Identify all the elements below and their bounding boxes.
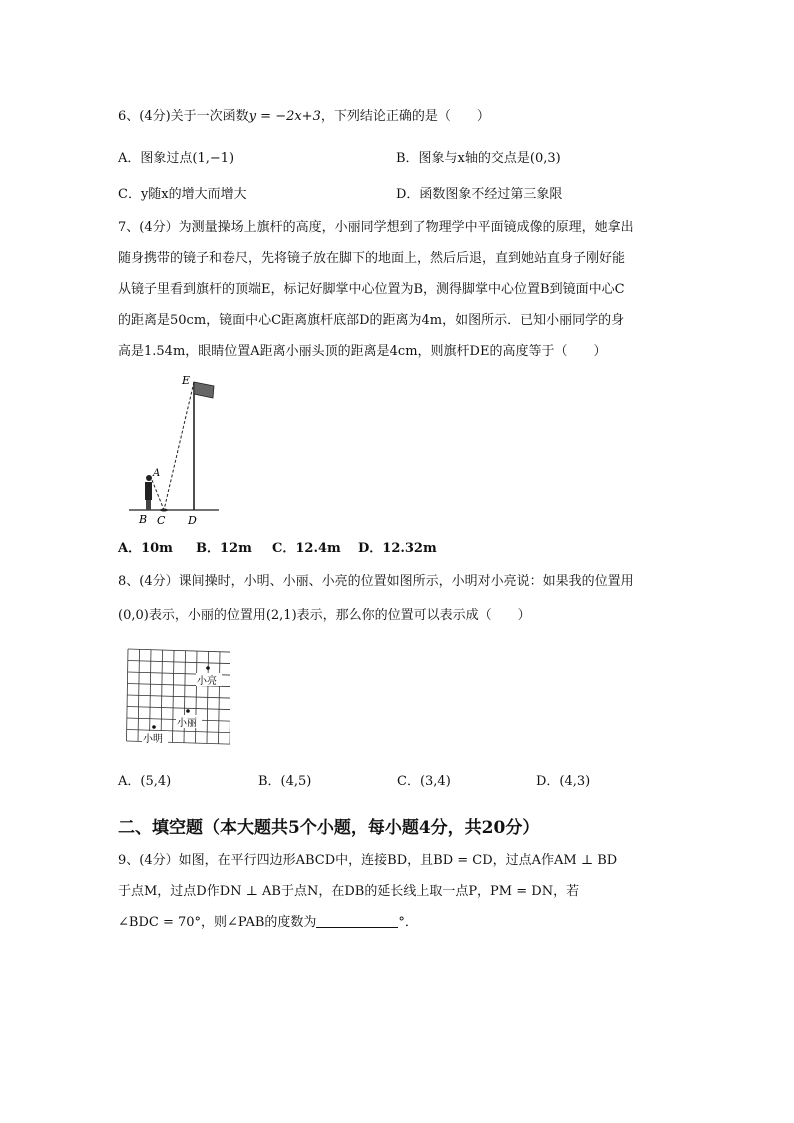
label-xiaoming: 小明 — [143, 734, 163, 745]
q9-answer-blank[interactable] — [316, 914, 398, 928]
q7-option-c[interactable]: C．12.4m — [272, 541, 341, 556]
q6-option-a[interactable]: A．图象过点(1,−1) — [118, 151, 235, 166]
q9-line-3-pre: ∠BDC = 70°，则∠PAB的度数为 — [118, 915, 317, 930]
girl-head — [146, 475, 152, 481]
grid-horizontal-line — [128, 649, 230, 652]
q7-line-2: 随身携带的镜子和卷尺，先将镜子放在脚下的地面上，然后后退，直到她站直身子刚好能 — [118, 251, 626, 266]
grid-lines — [127, 649, 231, 744]
sight-line-ec — [164, 382, 194, 510]
label-b: B — [139, 513, 148, 526]
section-2-heading: 二、填空题（本大题共5个小题，每小题4分，共20分） — [118, 818, 540, 838]
flag — [194, 382, 214, 398]
q6-stem — [118, 108, 490, 126]
q6-stem-post: ，下列结论正确的是（ ） — [320, 109, 490, 124]
q8-option-c[interactable]: C．(3,4) — [397, 774, 451, 789]
label-e: E — [182, 374, 191, 387]
q7-line-1: 7、(4分）为测量操场上旗杆的高度，小丽同学想到了物理学中平面镜成像的原理，她拿出 — [118, 220, 634, 235]
girl-body — [145, 482, 152, 500]
grid-horizontal-line — [128, 661, 230, 664]
xiaoli-point — [186, 709, 190, 713]
q8-line-1: 8、(4分）课间操时，小明、小丽、小亮的位置如图所示，小明对小亮说：如果我的位置用 — [118, 574, 634, 589]
girl-legs — [146, 500, 151, 510]
q8-option-a[interactable]: A．(5,4) — [118, 774, 172, 789]
q6-stem-pre: 6、(4分)关于一次函数 — [118, 109, 249, 124]
mirror — [160, 509, 168, 512]
label-a: A — [153, 468, 161, 479]
label-xiaoliang: 小亮 — [197, 676, 217, 687]
q8-line-2: (0,0)表示，小丽的位置用(2,1)表示，那么你的位置可以表示成（ ） — [118, 608, 531, 623]
q9-line-3 — [118, 914, 418, 932]
q6-formula: y = −2x+3 — [248, 109, 321, 124]
grid-horizontal-line — [127, 695, 230, 698]
q7-option-a[interactable]: A．10m — [118, 541, 173, 556]
xiaoming-point — [152, 725, 156, 729]
q8-position-grid — [120, 643, 230, 751]
label-c: C — [157, 514, 166, 527]
q8-option-b[interactable]: B．(4,5) — [258, 774, 312, 789]
sight-line-ac — [152, 480, 164, 510]
q8-option-d[interactable]: D．(4,3) — [536, 774, 591, 789]
grid-horizontal-line — [127, 707, 230, 710]
q7-flagpole-figure — [125, 372, 230, 528]
q7-option-b[interactable]: B．12m — [196, 541, 252, 556]
q6-option-b[interactable]: B．图象与x轴的交点是(0,3) — [396, 151, 561, 166]
q7-line-5: 高是1.54m，眼睛位置A距离小丽头顶的距离是4cm，则旗杆DE的高度等于（ ） — [118, 344, 607, 359]
q7-line-4: 的距离是50cm，镜面中心C距离旗杆底部D的距离为4m，如图所示．已知小丽同学的身 — [118, 313, 625, 328]
q7-option-d[interactable]: D．12.32m — [358, 541, 437, 556]
q9-line-2: 于点M，过点D作DN ⊥ AB于点N，在DB的延长线上取一点P，PM = DN，若 — [118, 884, 580, 899]
q6-option-d[interactable]: D．函数图象不经过第三象限 — [396, 187, 563, 202]
label-xiaoli: 小丽 — [177, 718, 197, 729]
label-d: D — [188, 514, 197, 527]
q9-line-1: 9、(4分）如图，在平行四边形ABCD中，连接BD，且BD = CD，过点A作AM ⊥ BD — [118, 853, 618, 868]
q9-line-3-post: °． — [398, 915, 418, 930]
q6-option-c[interactable]: C．y随x的增大而增大 — [118, 187, 247, 202]
xiaoliang-point — [206, 666, 210, 670]
q7-line-3: 从镜子里看到旗杆的顶端E，标记好脚掌中心位置为B，测得脚掌中心位置B到镜面中心C — [118, 282, 625, 297]
